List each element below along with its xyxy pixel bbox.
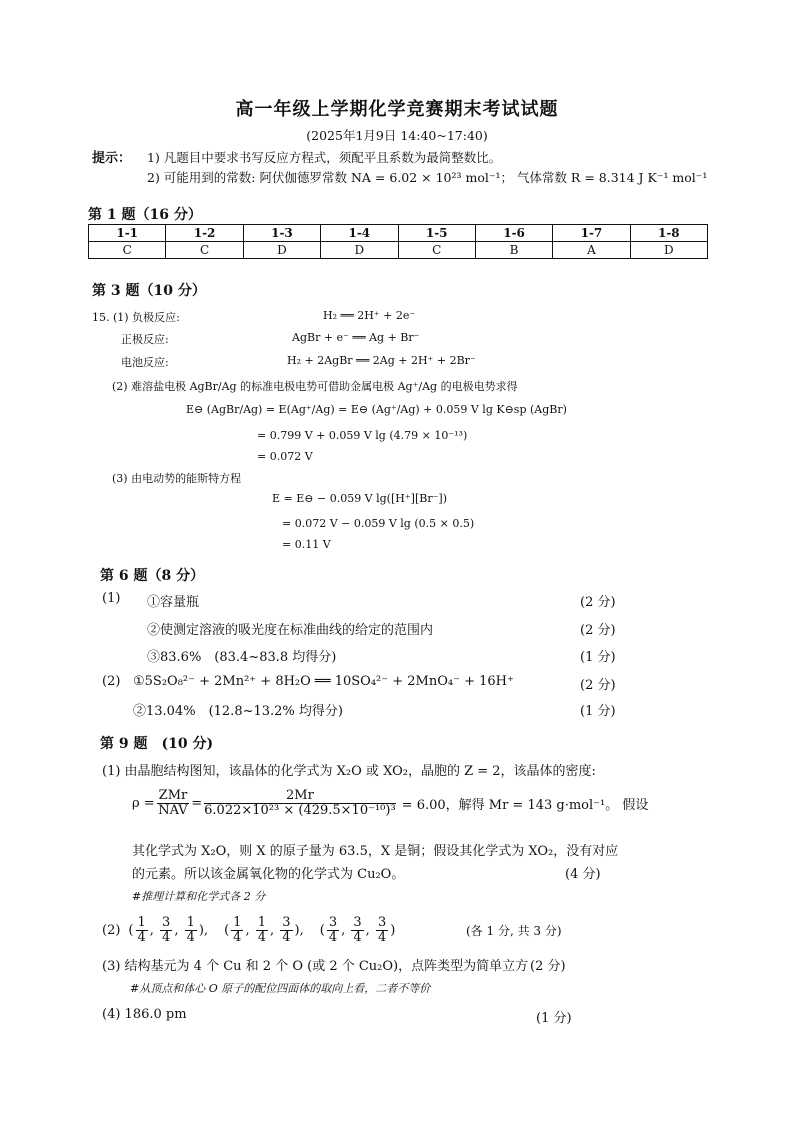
q3-cell-label: 电池反应: [121, 356, 169, 369]
coord-value: 3 [328, 914, 338, 930]
q1-heading: 第 1 题（16 分） [88, 207, 202, 223]
table-header-row [89, 225, 708, 242]
coord-value: 3 [282, 914, 291, 930]
q9-part1-text: (1) 由晶胞结构图知，该晶体的化学式为 X₂O 或 XO₂，晶胞的 Z = 2，该晶体的密度: [102, 764, 596, 779]
table-header-cell: 1-6 [475, 225, 552, 242]
q3-part3-eq1: E = E⊖ − 0.059 V lg([H⁺][Br⁻]) [272, 492, 447, 505]
table-row [89, 242, 708, 259]
q6-answer-4: ①5S₂O₈²⁻ + 2Mn²⁺ + 8H₂O ══ 10SO₄²⁻ + 2MnO₄⁻ + 16H⁺ [133, 674, 514, 689]
exam-date: (2025年1月9日 14:40~17:40) [306, 128, 488, 143]
q9-part2-number: (2) [102, 922, 121, 938]
table-header-cell: 1-2 [166, 225, 243, 242]
coord-value: 3 [162, 914, 171, 930]
q6-score-4: (2 分) [580, 678, 616, 693]
q3-part2-eq3: = 0.072 V [257, 450, 313, 463]
hint-line-1: 1) 凡题目中要求书写反应方程式，须配平且系数为最简整数比。 [147, 150, 502, 165]
formula-equals: = [191, 795, 203, 811]
hint-line-2: 2) 可能用到的常数: 阿伏伽德罗常数 NA = 6.02 × 10²³ mol⁻¹； 气体常数 R = 8.314 J K⁻¹ mol⁻¹ [147, 170, 708, 185]
coord-group: ( $\frac{1}{4}$ , $\frac{1}{4}$ , $\frac{3}{4}$ ), [224, 914, 304, 945]
table-header-cell: 1-3 [243, 225, 320, 242]
q9-note-1: #推理计算和化学式各 2 分 [132, 890, 266, 903]
q6-heading: 第 6 题（8 分） [100, 568, 205, 584]
q3-part3-eq3: = 0.11 V [282, 538, 331, 551]
table-cell: C [166, 242, 243, 259]
table-header-cell: 1-4 [321, 225, 398, 242]
hint-label: 提示： [92, 151, 132, 166]
q6-score-3: (1 分) [580, 650, 616, 665]
q6-part2-number: (2) [102, 674, 121, 689]
q3-part2-eq2: = 0.799 V + 0.059 V lg (4.79 × 10⁻¹³) [257, 429, 468, 442]
q6-score-5: (1 分) [580, 704, 616, 719]
q9-part1-line2: 其化学式为 X₂O，则 X 的原子量为 63.5，X 是铜；假设其化学式为 XO₂，没有对应 [132, 844, 619, 859]
q3-part3-text: (3) 由电动势的能斯特方程 [112, 472, 242, 485]
table-cell: B [475, 242, 552, 259]
table-cell: C [398, 242, 475, 259]
q9-part3-score: (2 分) [530, 959, 566, 974]
q6-score-1: (2 分) [580, 595, 616, 610]
q3-anode-label: 15. (1) 负极反应: [92, 311, 180, 324]
coord-value: 3 [353, 914, 362, 930]
q6-part1-number: (1) [102, 591, 121, 606]
q9-density-formula [132, 783, 648, 823]
fraction-2-denominator: 6.022×10²³ × (429.5×10⁻¹⁰)³ [204, 802, 396, 818]
q3-cathode-equation: AgBr + e⁻ ══ Ag + Br⁻ [292, 331, 420, 344]
q3-anode-equation: H₂ ══ 2H⁺ + 2e⁻ [323, 309, 416, 322]
table-cell: D [243, 242, 320, 259]
q3-heading: 第 3 题（10 分） [92, 283, 206, 299]
coord-value: 1 [233, 914, 242, 930]
coord-group: ( $\frac{3}{4}$ , $\frac{3}{4}$ , $\frac{3}{4}$ ) [319, 914, 396, 945]
q3-cell-equation: H₂ + 2AgBr ══ 2Ag + 2H⁺ + 2Br⁻ [287, 354, 476, 367]
q9-part1-line3: 的元素。所以该金属氧化物的化学式为 Cu₂O。 [132, 867, 405, 882]
formula-result: = 6.00，解得 Mr = 143 g·mol⁻¹。 假设 [401, 797, 649, 813]
q9-part2-score: (各 1 分, 共 3 分) [466, 924, 562, 938]
q9-heading: 第 9 题 (10 分) [100, 736, 214, 752]
q9-part4-score: (1 分) [536, 1011, 572, 1026]
q6-answer-2: ②使测定溶液的吸光度在标准曲线的给定的范围内 [147, 623, 434, 638]
coord-group: ( $\frac{1}{4}$ , $\frac{3}{4}$ , $\frac{1}{4}$ ), [128, 914, 209, 945]
q3-part2-eq1: E⊖ (AgBr/Ag) = E(Ag⁺/Ag) = E⊖ (Ag⁺/Ag) + 0.059 V lg K⊖sp (AgBr) [186, 403, 567, 416]
page-title: 高一年级上学期化学竞赛期末考试试题 [235, 99, 559, 120]
fraction-1-numerator: ZMr [158, 787, 188, 803]
table-header-cell: 1-7 [553, 225, 630, 242]
q9-part1-score: (4 分) [565, 867, 601, 882]
fraction-2 [204, 789, 396, 818]
table-header-cell: 1-5 [398, 225, 475, 242]
q3-part3-eq2: = 0.072 V − 0.059 V lg (0.5 × 0.5) [282, 517, 475, 530]
q9-part4-text: (4) 186.0 pm [102, 1007, 187, 1022]
fraction-1 [157, 789, 190, 818]
q9-part3-text: (3) 结构基元为 4 个 Cu 和 2 个 O (或 2 个 Cu₂O)，点阵类型为简单立方 [102, 959, 529, 974]
coord-value: 3 [377, 914, 387, 930]
q6-score-2: (2 分) [580, 623, 616, 638]
coord-value: 1 [137, 914, 146, 930]
q9-note-2: #从顶点和体心 O 原子的配位四面体的取向上看，二者不等价 [130, 982, 431, 995]
formula-rho: ρ = [132, 795, 155, 811]
fraction-2-numerator: 2Mr [204, 789, 396, 804]
fraction-1-denominator: NAV [158, 802, 188, 818]
q3-cathode-label: 正极反应: [121, 333, 169, 346]
q3-part2-text: (2) 难溶盐电极 AgBr/Ag 的标准电极电势可借助金属电极 Ag⁺/Ag 的电极电势求得 [112, 380, 518, 393]
q1-answer-table [88, 224, 708, 259]
table-cell: D [630, 242, 707, 259]
coord-value: 1 [257, 914, 266, 930]
q6-answer-5: ②13.04% (12.8~13.2% 均得分) [133, 704, 343, 719]
table-cell: A [553, 242, 630, 259]
coord-value: 1 [186, 914, 195, 930]
q6-answer-1: ①容量瓶 [147, 595, 200, 610]
q6-answer-3: ③83.6% (83.4~83.8 均得分) [147, 650, 337, 665]
table-header-cell: 1-8 [630, 225, 707, 242]
table-cell: D [321, 242, 398, 259]
q9-coordinates [102, 912, 403, 948]
table-cell: C [89, 242, 166, 259]
table-header-cell: 1-1 [89, 225, 166, 242]
